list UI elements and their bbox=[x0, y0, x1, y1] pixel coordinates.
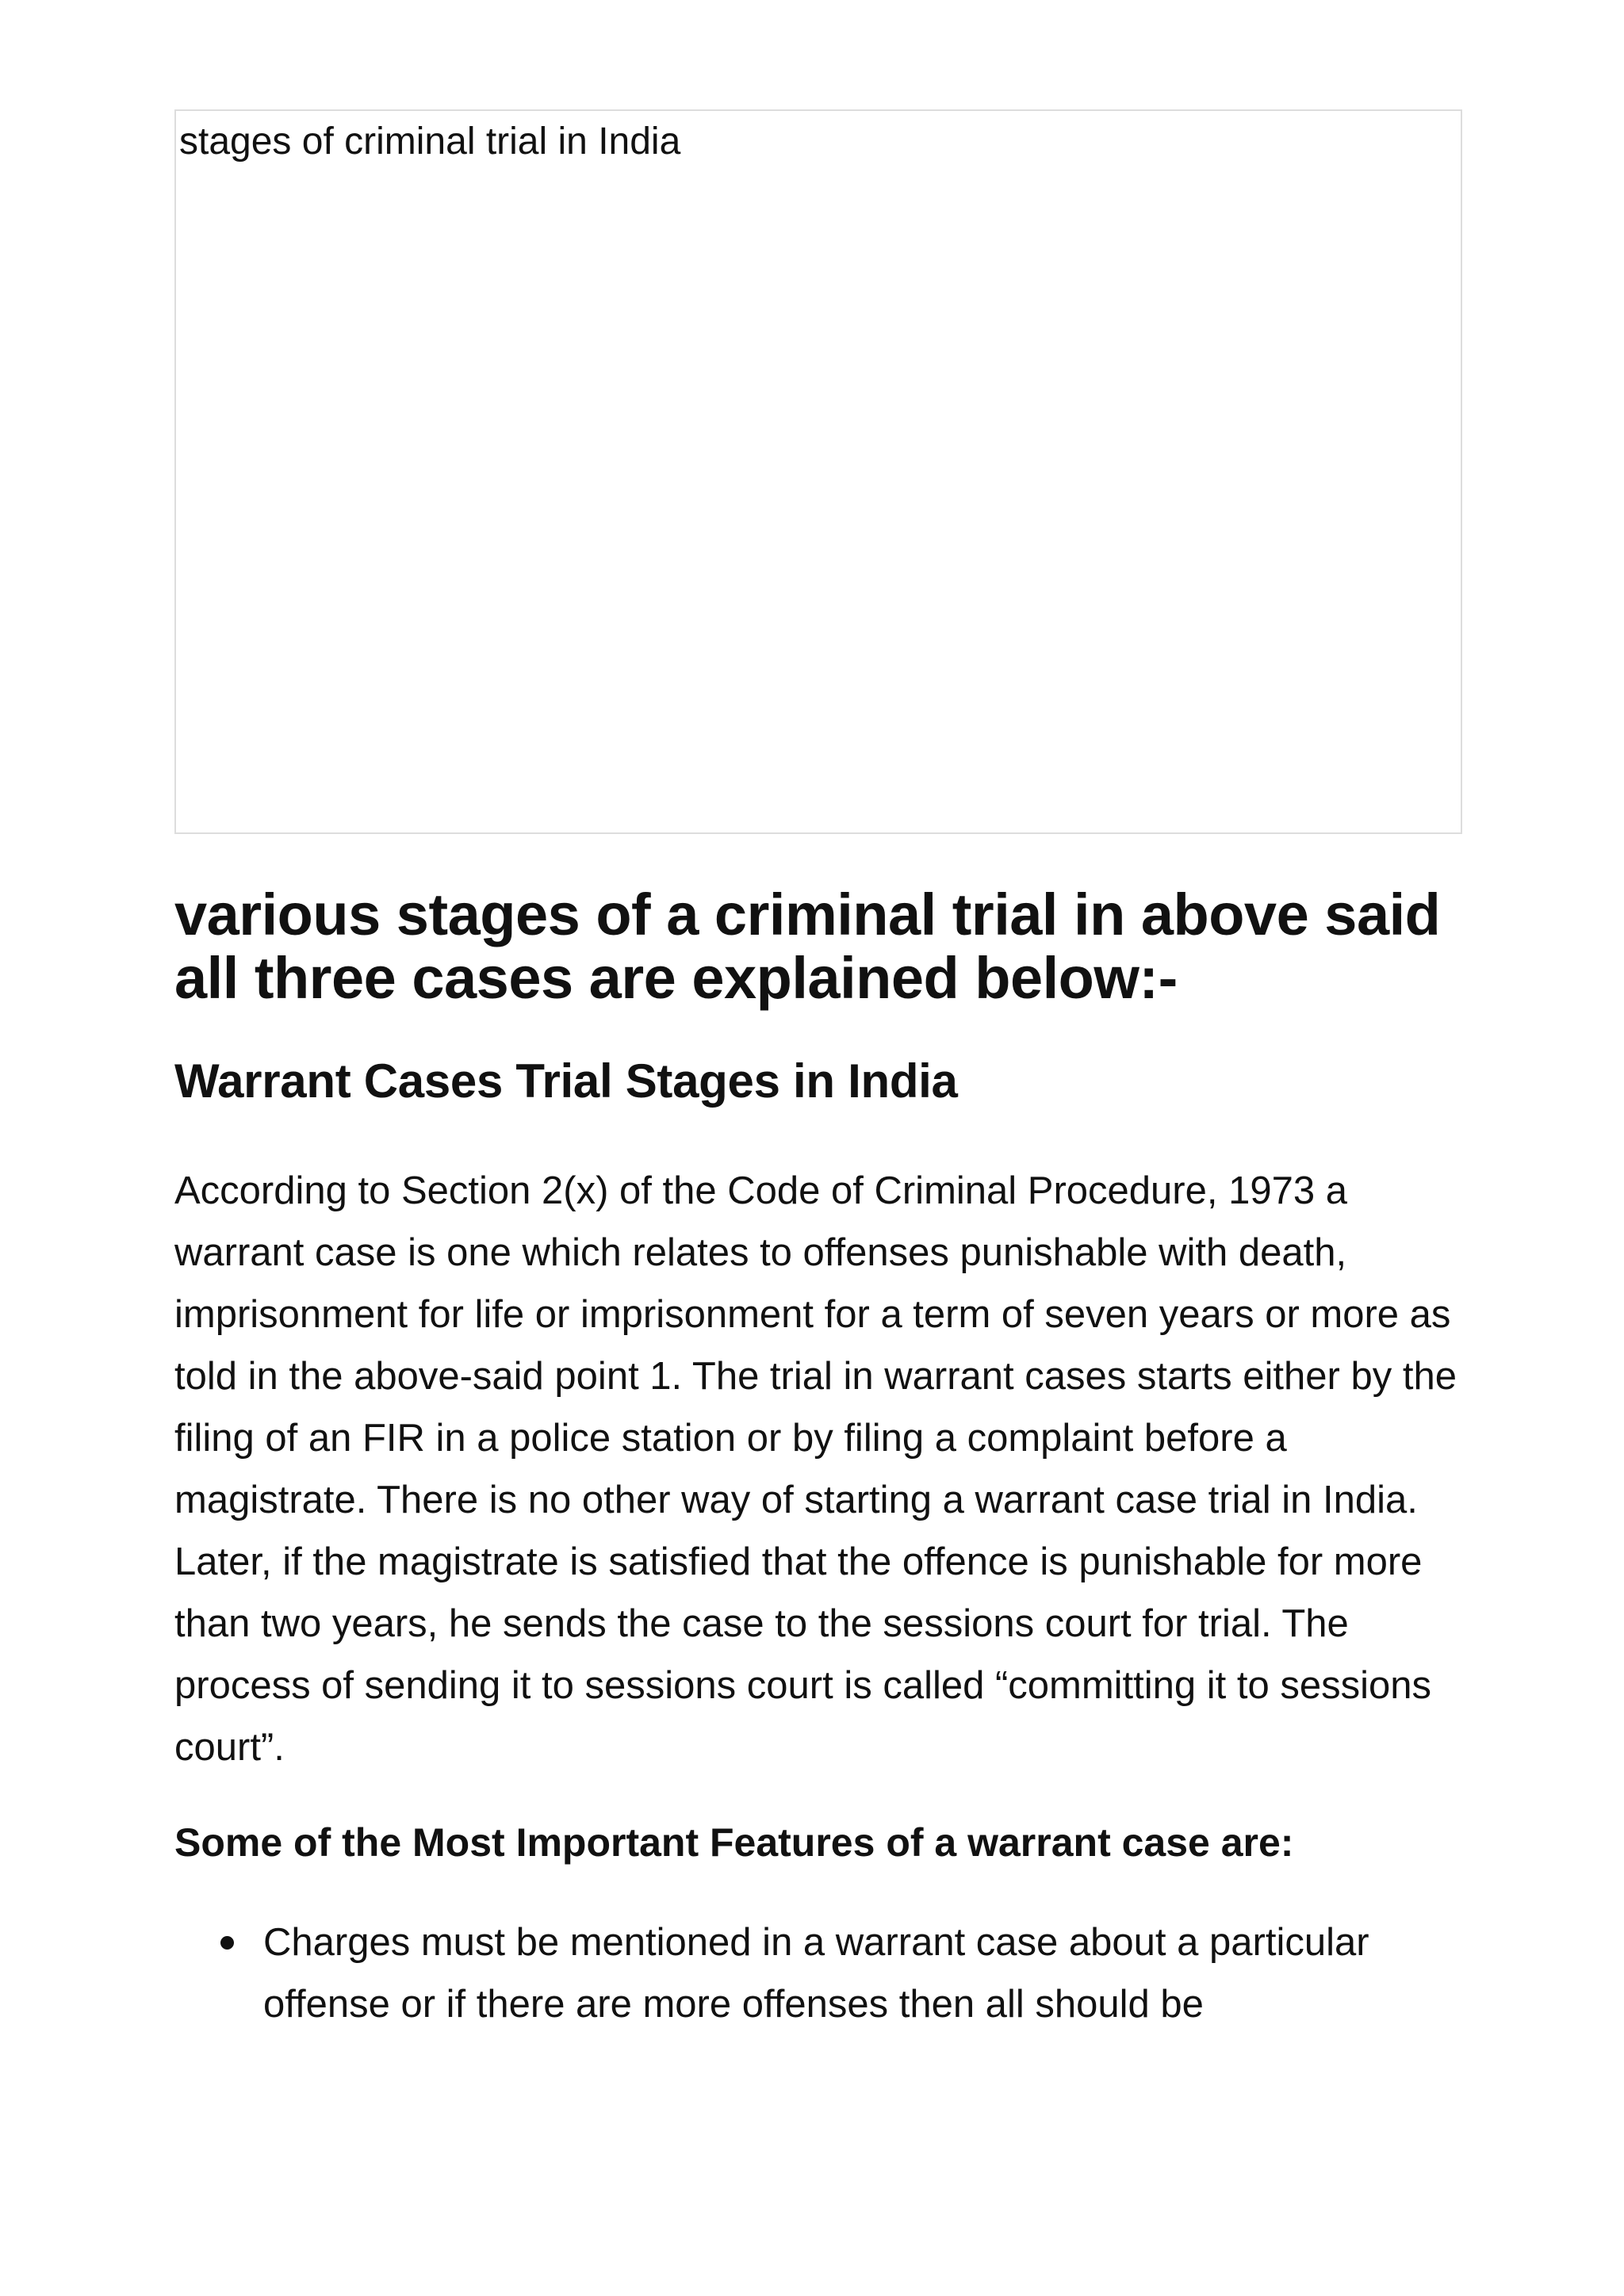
main-heading: various stages of a criminal trial in above said all three cases are explained below:- bbox=[174, 882, 1441, 1011]
list-item bbox=[174, 1911, 1462, 2035]
list-item-text: Charges must be mentioned in a warrant case about a particular offense or if there are more offenses then all should be bbox=[263, 1921, 1369, 2026]
bullet-icon bbox=[220, 1936, 234, 1950]
features-heading: Some of the Most Important Features of a warrant case are: bbox=[174, 1820, 1294, 1865]
features-list bbox=[174, 1911, 1462, 2035]
article-image-placeholder bbox=[174, 109, 1462, 834]
image-alt-text: stages of criminal trial in India bbox=[179, 121, 681, 163]
section-heading: Warrant Cases Trial Stages in India bbox=[174, 1054, 958, 1108]
article-content bbox=[174, 109, 1462, 2035]
body-paragraph: According to Section 2(x) of the Code of Criminal Procedure, 1973 a warrant case is one which relates to offenses punishable with death, imprisonment for life or imprisonment for a term of seven years or more as told in the above-said point 1. The trial in warrant cases starts either by the filing of an FIR in a police station or by filing a complaint before a magistrate. There is no other way of starting a warrant case trial in India. Later, if the magistrate is satisfied that the offence is punishable for more than two years, he sends the case to the sessions court for trial. The process of sending it to sessions court is called “committing it to sessions court”. bbox=[174, 1169, 1457, 1769]
